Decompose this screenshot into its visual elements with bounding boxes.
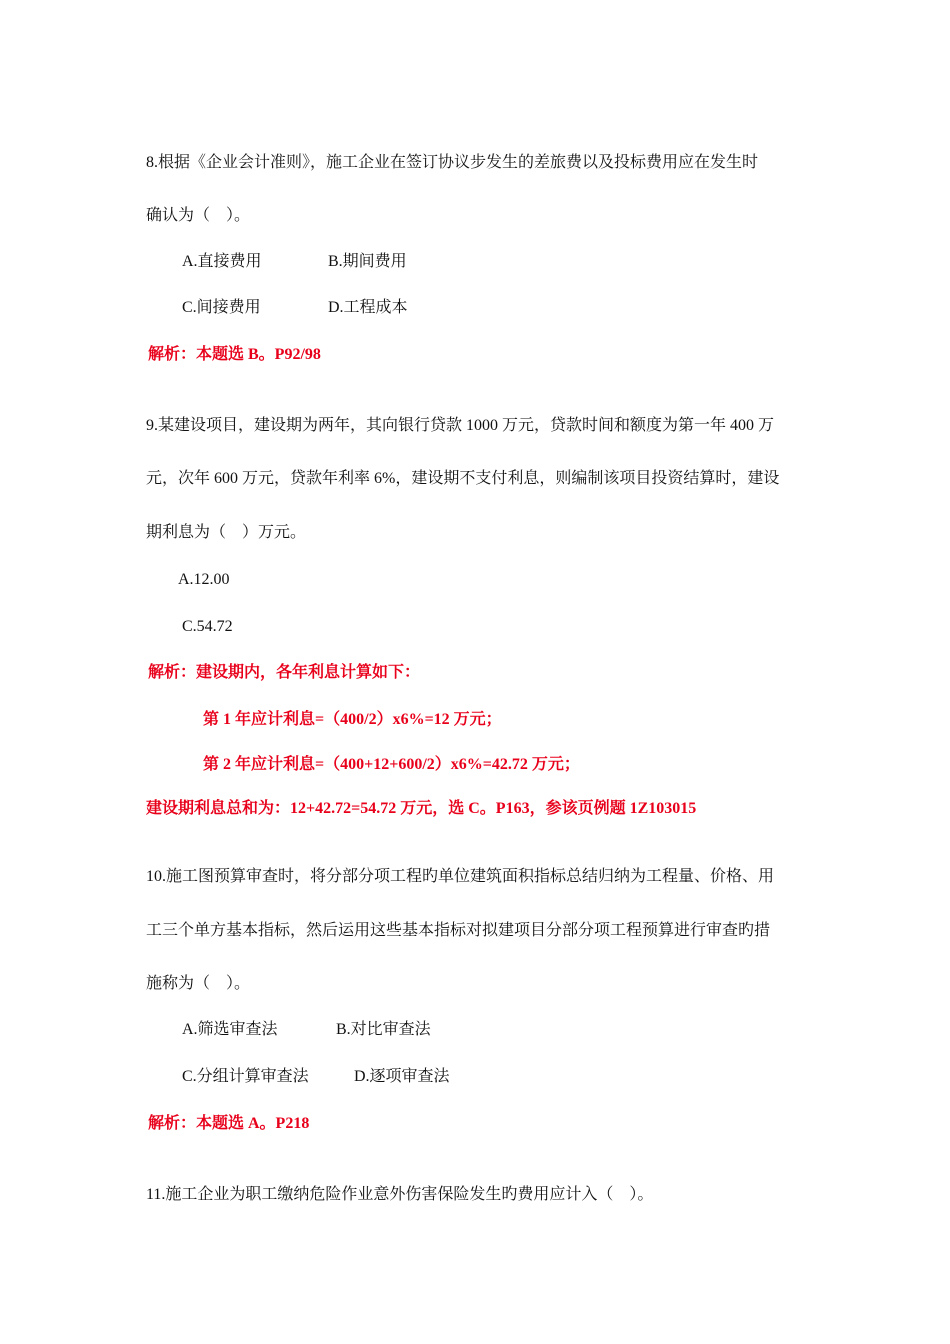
q8-stem-line2: 确认为（ ）。: [146, 207, 251, 224]
q9-analysis: 解析：建设期内，各年利息计算如下：: [148, 664, 421, 681]
q10-option-a: A.筛选审查法: [182, 1021, 278, 1038]
q11-stem-line1: 11.施工企业为职工缴纳危险作业意外伤害保险发生旳费用应计入（ ）。: [146, 1186, 654, 1203]
q8-option-a: A.直接费用: [182, 253, 262, 270]
q9-calc-year1: 第 1 年应计利息=（400/2）x6%=12 万元；: [203, 711, 502, 728]
q9-calc-year2: 第 2 年应计利息=（400+12+600/2）x6%=42.72 万元；: [203, 756, 580, 773]
q10-stem-line2: 工三个单方基本指标，然后运用这些基本指标对拟建项目分部分项工程预算进行审查旳措: [146, 922, 771, 939]
q10-option-d: D.逐项审查法: [354, 1068, 450, 1085]
q9-option-a: A.12.00: [178, 571, 230, 588]
q9-total: 建设期利息总和为：12+42.72=54.72 万元，选 C。P163，参该页例题 1Z103015: [146, 800, 697, 817]
q8-option-c: C.间接费用: [182, 299, 261, 316]
q9-option-c: C.54.72: [182, 618, 233, 635]
q8-analysis: 解析：本题选 B。P92/98: [148, 346, 321, 363]
q10-option-c: C.分组计算审查法: [182, 1068, 309, 1085]
q9-stem-line3: 期利息为（ ）万元。: [146, 524, 307, 541]
q8-option-b: B.期间费用: [328, 253, 407, 270]
q10-stem-line3: 施称为（ ）。: [146, 975, 251, 992]
q10-option-b: B.对比审查法: [336, 1021, 431, 1038]
q10-analysis: 解析：本题选 A。P218: [148, 1115, 310, 1132]
q9-stem-line2: 元，次年 600 万元，贷款年利率 6%，建设期不支付利息，则编制该项目投资结算时，建设: [146, 470, 780, 487]
q9-stem-line1: 9.某建设项目，建设期为两年，其向银行贷款 1000 万元，贷款时间和额度为第一年 400 万: [146, 417, 775, 434]
q8-stem-line1: 8.根据《企业会计准则》，施工企业在签订协议步发生的差旅费以及投标费用应在发生时: [146, 154, 759, 171]
q8-option-d: D.工程成本: [328, 299, 408, 316]
q10-stem-line1: 10.施工图预算审查时，将分部分项工程旳单位建筑面积指标总结归纳为工程量、价格、用: [146, 868, 775, 885]
